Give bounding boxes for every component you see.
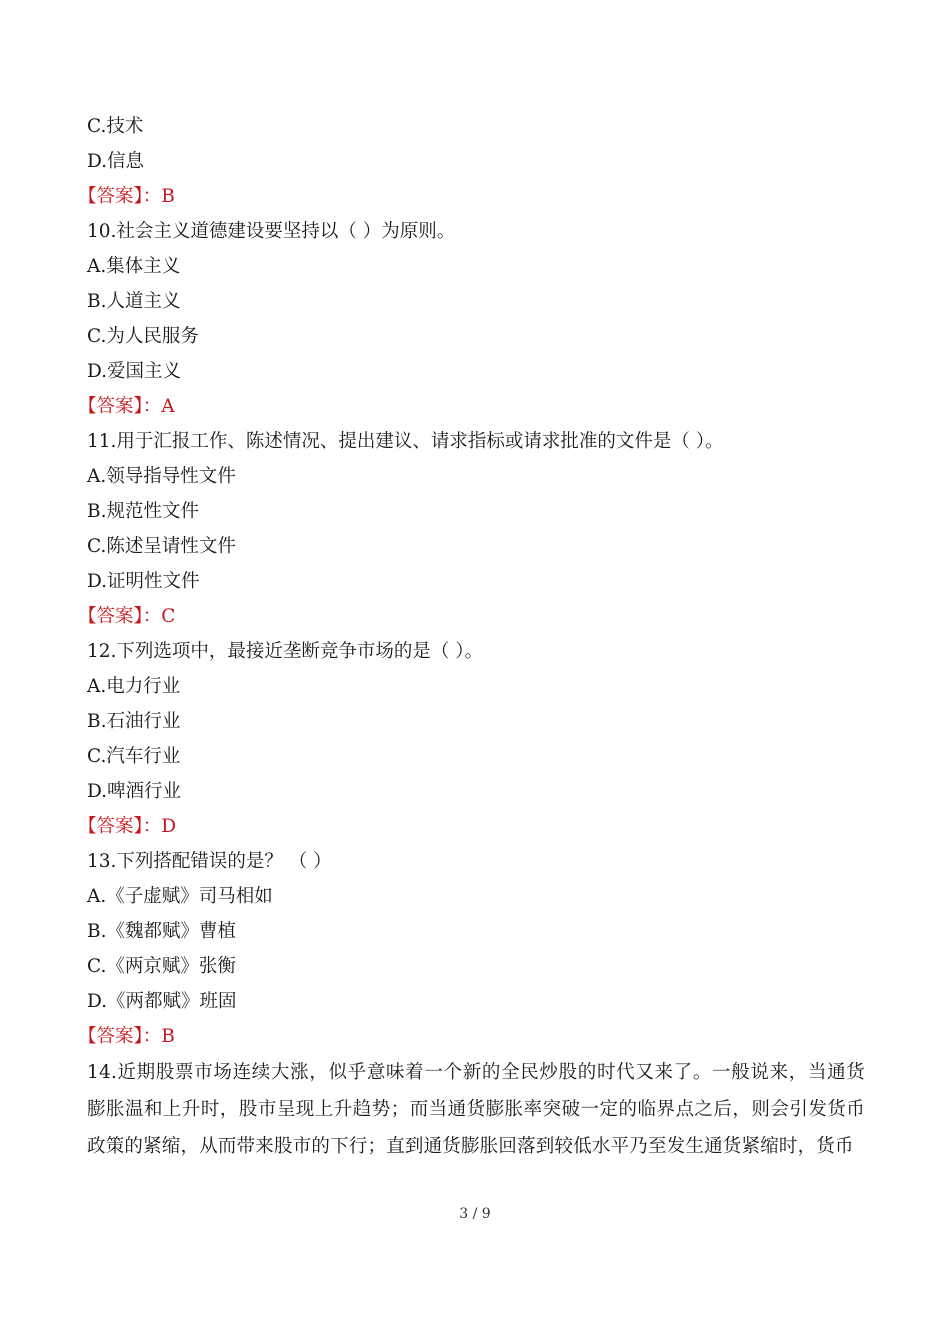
option-line: A.电力行业 — [87, 676, 181, 697]
answer-line: 【答案】：B — [78, 186, 175, 207]
option-line: D.信息 — [87, 151, 145, 172]
option-line: B.规范性文件 — [87, 501, 199, 522]
question-block — [78, 424, 867, 634]
option-line: D.啤酒行业 — [87, 781, 182, 802]
question-block — [78, 844, 867, 1054]
option-line: D.《两都赋》班固 — [87, 991, 237, 1012]
question-block — [78, 634, 867, 844]
question-stem: 12.下列选项中，最接近垄断竞争市场的是（ ）。 — [87, 641, 484, 662]
option-line: D.证明性文件 — [87, 571, 200, 592]
option-line: B.《魏都赋》曹植 — [87, 921, 236, 942]
option-line: B.石油行业 — [87, 711, 181, 732]
answer-line: 【答案】：C — [78, 606, 176, 627]
option-line: C.汽车行业 — [87, 746, 181, 767]
question-paragraph: 14.近期股票市场连续大涨，似乎意味着一个新的全民炒股的时代又来了。一般说来，当通货膨胀温和上升时，股市呈现上升趋势；而当通货膨胀率突破一定的临界点之后，则会引发货币政策的紧缩，从而带来股市的下行；直到通货膨胀回落到较低水平乃至发生通货紧缩时，货币 — [87, 1062, 865, 1157]
option-line: C.陈述呈请性文件 — [87, 536, 236, 557]
option-line: D.爱国主义 — [87, 361, 182, 382]
question-stem: 10.社会主义道德建设要坚持以（ ）为原则。 — [87, 221, 456, 242]
option-line: A.集体主义 — [87, 256, 181, 277]
question-stem: 13.下列搭配错误的是？ （ ） — [87, 851, 332, 872]
option-line: A.《子虚赋》司马相如 — [87, 886, 273, 907]
option-line: A.领导指导性文件 — [87, 466, 236, 487]
answer-line: 【答案】：A — [78, 396, 175, 417]
answer-line: 【答案】：D — [78, 816, 177, 837]
option-line: C.为人民服务 — [87, 326, 199, 347]
option-line: B.人道主义 — [87, 291, 181, 312]
page-content — [78, 109, 867, 1165]
question-block — [78, 214, 867, 424]
page-number: 3 / 9 — [459, 1206, 491, 1222]
option-line: C.《两京赋》张衡 — [87, 956, 236, 977]
answer-line: 【答案】：B — [78, 1026, 175, 1047]
option-line: C.技术 — [87, 116, 144, 137]
question-stem: 11.用于汇报工作、陈述情况、提出建议、请求指标或请求批准的文件是（ ）。 — [87, 431, 724, 452]
